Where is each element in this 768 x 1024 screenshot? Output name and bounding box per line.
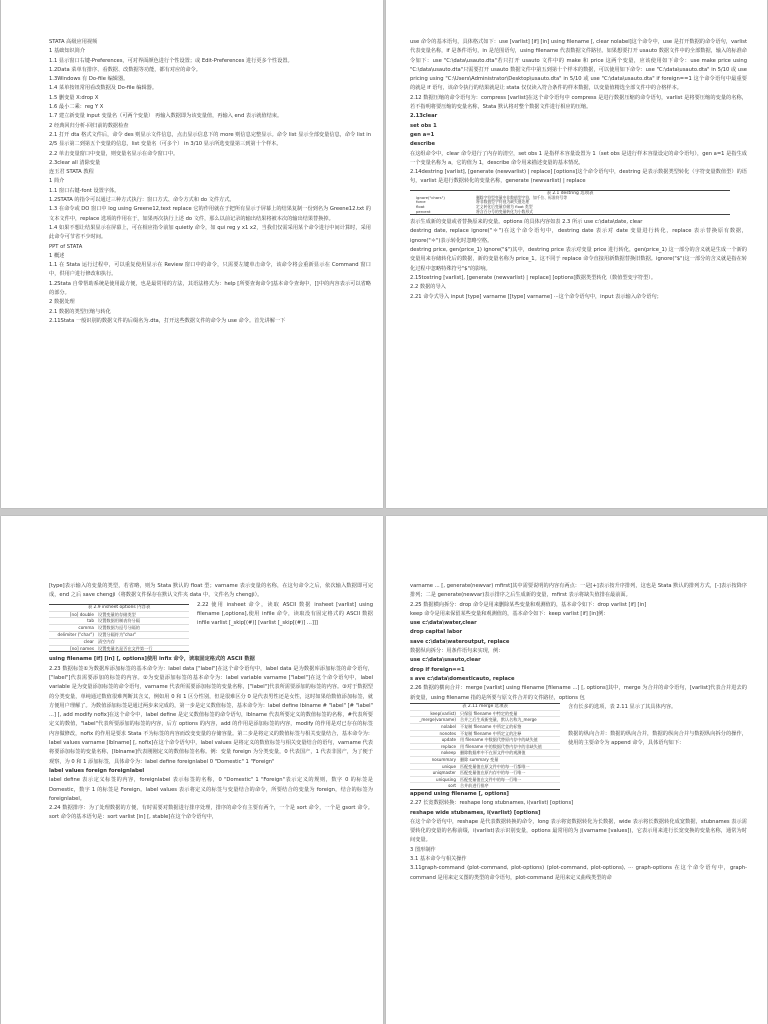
table-row — [49, 624, 189, 631]
paragraph: 1.2STATA 的指令可以通过三种方式执行：窗口方式、命令方式和 do 文件方式。 — [49, 197, 235, 204]
paragraph: 2.23 数据标签①为数据库添加标签的基本命令为：label data ["label"]在这个命令语句中，label data 是为数据库添加标签的命令语句，["label"]代表需要添加的标签的内容。②为变量添加标签的基本命令为：label variable varname ["label"]在这个命令语句中，label variable 是为变量添加标签的命令语句，varname 代表所需要添加标签的变量名称，["label"]代表所需要添加的标签的内容。③对于数据型的分类变量，单纯通过数值很难判断其含义，例如用 0 和 1 区分性别，但是很难区分 0 是代表男性还是女性，这时如果给数值添加标签，就方便用户理解了。为数值添加标签是通过两步来完成的，第一步是定义数值标签，基本命令为：label define lblname # "label" [# "label" ...] [, add modify nofix]在这个命令中，label define 是定义数值标签的命令语句，lblname 代表所要定义的数值标签的名称，#代表所要定义的数值，"label"代表所要添加的标签的内容，后方 options 的内容，add 的作用是添加标签的内容，modify 的作用是对已存在的标签内容做修改，nofix 的作用是要求 Stata 不为标签的内容而改变变量的存储容量。第二步是将定义的数值标签与相关变量结合，基本命令为：label values varname [lblname] [, nofix]在这个命令语句中，label values 是将定义的数值标签与相关变量结合的语句，varname 代表将要添加标签的变量名称，[lblname]代表刚刚定义的数值标签名称。例：变量 foreign 为分类变量，0 代表国产，1 代表非国产，为了便于观察，为 0 和 1 添加标签，具体命令为：label define foreignlabel 0 "Domestic" 1 "Foreign" — [49, 665, 373, 765]
table-row — [410, 716, 560, 723]
paragraph: 数据纵向拆分：用条件语句来实现，例： — [410, 648, 504, 655]
page-content — [49, 582, 373, 1018]
option-desc: 将含百分号的变量转化为小数形式 — [476, 208, 533, 214]
paragraph: destring price, gen(price_1) ignore("$")其中，destring price 表示对变量 price 进行转化，gen(price_1) 这一部分的含义就是生成一个新的变量用来存储转化后的数据，新的变量名称为 price_1。这不同于 replace 命令直接用新数据替换旧数据。ignore("$")这一部分的含义就是指在转化过程中忽略特殊符号"$"的影响。 — [410, 247, 747, 272]
page-content — [410, 582, 747, 1018]
code-line: describe — [410, 141, 435, 148]
option-name: nosummary — [431, 757, 456, 763]
paragraph: 2.26 数据的横向合并：merge [varlist] using filename [filename ...] [, options]其中，merge 为合并的命令语句，[varlist]代表合并进去的新变量，using filename 指的是所要与原文件合并的文件路径，options 包 — [410, 685, 747, 701]
table-row — [49, 645, 189, 652]
option-name: force — [416, 199, 426, 205]
paragraph: using filename [if] [in] [, options]使用 infix 命令，读取固定格式的 ASCII 数据 — [49, 656, 255, 663]
option-name: uniqusing — [436, 776, 456, 782]
option-desc: 设置数据用制表符分隔 — [98, 618, 140, 624]
code-line: reshape wide stubnames, i(varlist) [options] — [410, 809, 541, 816]
table-row — [410, 756, 560, 763]
option-desc: 不复制 filename 中所定义的注释 — [460, 730, 522, 736]
section-heading: 2.1 数据的类型压缩与转化 — [49, 308, 111, 315]
option-name: keep(varlist) — [430, 710, 456, 716]
table-row — [49, 631, 189, 638]
option-name: nokeep — [441, 750, 456, 756]
paragraph: 1.6 最小二乘：reg Y X — [49, 104, 104, 111]
option-name: update — [441, 737, 456, 743]
paragraph: 在这个命令语句中，reshape 是代表数据转换的命令，long 表示将宽数据转化为长数据，wide 表示将长数据转化成宽数据，stubnames 表示需要转化的变量的名称前缀，i(varlist)表示识别变量，options 最常用的为 j(varname [values])，它表示用来进行长宽变换的变量名称，通常为时间变量。 — [410, 818, 747, 844]
paragraph: 2.12 数据压缩的命令语句为：compress [varlist]在这个命令语句中 compress 是进行数据压缩的命令语句，varlist 是将要压缩的变量的名称，若不指明将要压缩的变量名称，Stata 默认将对整个数据文件进行相应的压缩。 — [410, 94, 747, 111]
code-line: use c:\data\usauto,clear — [410, 657, 481, 664]
section-heading: 3.1 基本命令与相关操作 — [410, 856, 467, 863]
paragraph: 2.1 打开 dta 格式文件后，命令 des 则显示文件信息，点击显示信息下的 more 则信息完整显示。命令 list 显示全部变量信息，命令 list in 2/5 显示第二到第五个变量的信息，list 变量名（可多个） in 3/10 显示所选变量第三到第十个样本。 — [49, 131, 371, 148]
document-page-top-left — [1, 0, 383, 508]
paragraph: 1.4 如果不想让结果显示在屏幕上，可在相应指令前加 quietly 命令，如 qui reg y x1 x2，当我们仅需采用某个命令进行中间计算时，采用此命令可节省不少时间。 — [49, 224, 371, 241]
table-row — [49, 638, 189, 645]
table-row — [410, 723, 560, 730]
code-line: s ave c:\data\domesticauto, replace — [410, 675, 515, 682]
paragraph: use 命令的基本语句，具体格式如下：use [varlist] [if] [in] using filename [, clear nolabel]这个命令中，use 是打开数据的命令语句，varlist 代表变量名称，if 是条件语句，in 是范围语句，using filename 代表数据文件路径。如果想要打开 usauto 数据文件中的全部数据，输入的标准命令如下：use "C:\data\usauto.dta"若只打开 usauto 文件中的 make 和 price 这两个变量，应该使用如下命令：use make price using "C:\data\usauto.dta"只需要打开 usauto 数据文件中第五到第十个样本的数据，可以使用如下命令：use "C:\data\usauto.dta" in 5/10 或 use pricing using "C:\Users\Administrator\Desktop\usauto.dta" in 5/10 或 use "C:\data\usauto.dta" if foreign==1 这个命令语句中最重要的就是 if 语句，该命令执行的结果就是让 stata 仅仅读入符合条件的样本数据，以变量值精选全部文件中的合格样本。 — [410, 39, 747, 92]
section-heading: 2 数据处理 — [49, 299, 75, 306]
option-desc: 删除字符型变量中非数值型字符，如千位、标准符号等 — [476, 194, 568, 200]
option-name: [no] names — [70, 645, 94, 651]
option-name: tab — [87, 618, 94, 624]
option-desc: 删除数据库中不在原文件中的观测值 — [460, 750, 526, 756]
option-name: unique — [441, 763, 456, 769]
option-name: _merge(varname) — [419, 717, 456, 723]
section-heading: 2 经典回归分析-回归前的数据检查 — [49, 122, 129, 129]
table-caption: 表 2.11 merge 选项表 — [462, 703, 508, 709]
document-page-bottom-left — [1, 516, 383, 1024]
option-desc: 匹配变量值在文件中的每一行唯一 — [460, 776, 522, 782]
option-desc: 只保留 filename 中特定的变量 — [460, 710, 518, 716]
paragraph: 1.4 菜单按钮常用看改数据及 Do-file 编辑器。 — [49, 85, 158, 92]
document-page-bottom-right — [386, 516, 767, 1024]
option-desc: 合并前进行排序 — [460, 783, 489, 789]
option-desc: 设置数据为逗号分隔的 — [98, 625, 140, 631]
code-line: append using filename [, options] — [410, 790, 509, 797]
paragraph: 2.2 单击变量窗口中变量，则变量名显示在命令窗口中。 — [49, 150, 179, 157]
option-desc: 合并之后生成新变量，默认名称为_merge — [460, 717, 537, 723]
option-desc: 定义转化后变量存储为 float 类型 — [476, 203, 533, 209]
option-desc: 匹配变量值在原内存中的每一行唯一 — [460, 770, 526, 776]
paragraph: 2.3clear all 清除变量 — [49, 159, 101, 166]
table-row — [410, 730, 560, 737]
paragraph: label define 表示定义标签的内容，foreignlabel 表示标签的名称，0 "Domestic" 1 "Foreign"表示定义的规则，数字 0 的标签是 Domestic，数字 1 的标签是 Foreign。label values 表示将定义的标签与变量结合的命令，所要结合的变量为 foreign，结合的标签为 foreignlabel。 — [49, 777, 373, 802]
section-heading: 3 图形制作 — [410, 846, 436, 853]
paragraph: 2.24 数据排序：为了处理数据的方便，有时需要对数据进行排序处理，排序的命令有主要有两个，一个是 sort 命令，一个是 gsort 命令。sort 命令的基本语句是：sort varlist [in] [, stable]在这个命令语句中， — [49, 805, 373, 821]
paragraph: 2.14destring [varlist], [generate (newvarlist) | replace] [options]这个命令语句中，destring 是表示数据类型转化（字符变量数值型）的语句，varlist 是进行数据转化的变量名称，generate (newvarlist) | replace — [410, 169, 747, 185]
option-name: nonotes — [439, 730, 456, 736]
code-line: label values foreign foreignlabel — [49, 767, 145, 774]
table-row — [410, 763, 560, 770]
document-page-top-right — [386, 0, 767, 508]
section-heading: 1 基础知识简介 — [49, 48, 86, 55]
paragraph: 1.5 删变量 X:drop X — [49, 94, 99, 101]
section-heading: 连玉君 STATA 教程 — [49, 169, 94, 176]
section-heading: 1 概述 — [49, 252, 65, 259]
table-caption: 表 2.9 insheet options 内容表 — [87, 604, 151, 610]
paragraph: 2.15tostring [varlist], [generate (newvarlist) | replace] [options]数据类型转化（数值型变字符型）。 — [410, 274, 657, 281]
paragraph: 1.3Windows 有 Do-file 编辑器。 — [49, 76, 129, 83]
option-desc: 将非数值型字符视为缺失值处理 — [476, 199, 530, 205]
figure-with-text — [410, 703, 747, 790]
table-row — [410, 736, 560, 743]
option-name: clear — [83, 638, 94, 644]
option-desc: 设置变量名是否在文件第一行 — [98, 645, 153, 651]
table-caption: 表 2.1 destring 选项表 — [546, 190, 594, 196]
paragraph: 2.27 长宽数据转换：reshape long stubnames, i(varlist) [options] — [410, 800, 574, 807]
option-name: float — [416, 203, 425, 209]
doc-title: STATA 高级应用视频 — [49, 39, 98, 45]
option-name: nolabel — [441, 724, 456, 730]
paragraph: 1.3 在命令或 DO 窗口中 log using Greene12,text replace 它的作用就在于把所有显示于屏幕上的结果复制一份到名为 Greene12.txt 的文本文件中，replace 选项的作用在于，如果再次执行上述 do 文件，那么以前记录的输出结果将被本次的输出结果替换掉。 — [49, 206, 371, 222]
option-desc: 用 filename 中的数据代替内存中的非缺失值 — [460, 743, 542, 749]
paragraph: 2.22 使用 insheet 命令，读取 ASCII 数据 insheet [varlist] using filename [,options],使用 infile 命令，读取没有固定格式的 ASCII 数据 infile varlist [_skip[(#)] [varlist [_skip[(#)] ...]]] — [197, 601, 373, 627]
paragraph: keep 命令是用来保留某些变量和观测值的，基本命令如下：keep varlist [if] [in]例： — [410, 610, 609, 617]
paragraph: 1.1 窗口右键-font 设置字体。 — [49, 187, 120, 194]
option-name: [no] double — [69, 611, 94, 617]
table-row — [49, 617, 189, 624]
paragraph: 3.11graph-command (plot-command, plot-options) (plot-command, plot-options), ··· graph-options 在这个命令语句中，graph-command 是用来定义图的类型的命令语句，plot-command 是用来定义曲线类型的命 — [410, 865, 747, 881]
paragraph: 1.7 建立新变量 input 变量名（可两个变量） 再输入数据即为该变量值，再输入 end 表示就值结束。 — [49, 113, 283, 120]
table-row — [410, 776, 560, 783]
option-name: comma — [78, 625, 94, 631]
paragraph: [type]表示输入的变量的类型，若省略，则为 Stata 默认的 float 型；varname 表示变量的名称，在这句命令之后，依次输入数据即可完成，end 之后 save chengji（将数据文件保存在默认文件夹 data 中，文件名为 chengji）。 — [49, 583, 373, 599]
insheet-options-table — [49, 604, 189, 653]
table-row — [410, 769, 560, 776]
section-heading: 2.2 数据的导入 — [410, 284, 446, 291]
option-desc: 删除 summary 变量 — [460, 757, 499, 763]
page-content — [410, 38, 747, 502]
paragraph: 2.25 数据横向拆分：drop 命令是用来删除某些变量和观测值的，基本命令如下：drop varlist [if] [in] — [410, 601, 647, 608]
code-line: gen a=1 — [410, 131, 435, 138]
table-row — [410, 782, 560, 789]
option-desc: 设置分隔符为"char" — [98, 631, 137, 637]
figure-with-text — [49, 601, 373, 656]
paragraph: 表示生成新的变量或者替换原来的变量。options 的具体内容如表 2.3 所示 use c:\data\date, clear — [410, 219, 643, 226]
paragraph: 1.1 显示窗口右键-Preferences，可对界面颜色进行个性设置；或 Edit-Preferences 进行更多个性设置。 — [49, 57, 293, 64]
paragraph: 2.11Stata 一般识别的数据文件的后缀名为.dta，打开这些数据文件的命令为 use 命令。首先讲解一下 — [49, 317, 286, 324]
option-desc: 不复制 filename 中所定义的标签 — [460, 724, 522, 730]
option-name: percent — [416, 208, 431, 214]
option-desc: 清空内存 — [98, 638, 115, 644]
paragraph: 数据的纵向合并：数据的纵向合并，数据的纵向合并与数据纵向拆分的操作，使用的主要命令为 append 命令，具体语句如下： — [568, 731, 747, 747]
option-name: ignore("chars") — [416, 194, 445, 200]
section-heading: PPT of STATA — [49, 243, 83, 250]
option-name: sort — [448, 783, 456, 789]
option-desc: 用 filename 中数据代替原内存中的缺失值 — [460, 737, 538, 743]
code-line: save c:\data\wateroutput, replace — [410, 638, 510, 645]
merge-options-table — [410, 703, 560, 790]
option-name: replace — [440, 743, 456, 749]
option-desc: 匹配变量值在原文件中的每一行都唯一 — [460, 763, 530, 769]
page-content — [49, 38, 371, 502]
destring-options-table — [410, 190, 730, 215]
option-desc: 设置变量的存储类型 — [98, 611, 136, 617]
paragraph: 1.1 在 Stata 运行过程中，可以重复使用显示在 Review 窗口中的命令，只需要左键单击命令，该命令将会重新显示在 Command 窗口中，供用户进行修改和执行。 — [49, 262, 371, 278]
paragraph: 含有长多的选项，表 2.11 显示了其具体内容。 — [568, 703, 677, 710]
paragraph: 2.21 命令式导入 input [type] varname [[type] varname] ···这个命令语句中，input 表示输入命令语句； — [410, 293, 662, 300]
paragraph: destring date, replace ignore("＊")在这个命令语句中，destring date 表示对 date 变量进行转化，replace 表示替换原有数据，ignore("＊")表示转化时忽略空格。 — [410, 228, 747, 244]
option-name: delimiter ("char") — [57, 631, 94, 637]
paragraph: varname ... [, generate(newvar) mfirst]其中需要说明的内容有两点：一是[+]表示按升序排列，这也是 Stata 默认的排列方式，[-]表示按降序排列；二是 generate(newvar)表示排序之后生成新的变量，mfirst 表示将缺失值排在最前面。 — [410, 583, 747, 599]
section-heading: 1 简介 — [49, 178, 65, 185]
code-line: 2.13clear — [410, 113, 438, 120]
paragraph: 1.2Stata 自带帮助系统是使用最方便，也是最常用的方法，其语法格式为：help [所要查询命令]基本命令查询中，[]中的内容表示可以省略的部分。 — [49, 280, 371, 297]
code-line: use c:\data\water,clear — [410, 620, 477, 627]
table-row — [410, 749, 560, 756]
paragraph: 1.2Data 菜单有排序、看数据、改数据等功能，都有对应的命令。 — [49, 66, 201, 73]
table-row — [410, 210, 730, 215]
paragraph: 在这组命令中，clear 命令进行了内存的清空，set obs 1 是指样本容量设置为 1（set obs 是进行样本容量设定的命令语句），gen a=1 是指生成一个变量名称为 a，它的值为 1，describe 命令用来描述变量的基本情况。 — [410, 150, 747, 166]
table-row — [49, 611, 189, 618]
code-line: set obs 1 — [410, 122, 437, 129]
table-row — [410, 743, 560, 750]
code-line: drop capital labor — [410, 629, 463, 636]
code-line: drop if foreign==1 — [410, 666, 465, 673]
table-row — [410, 710, 560, 717]
option-name: uniqmaster — [432, 770, 456, 776]
